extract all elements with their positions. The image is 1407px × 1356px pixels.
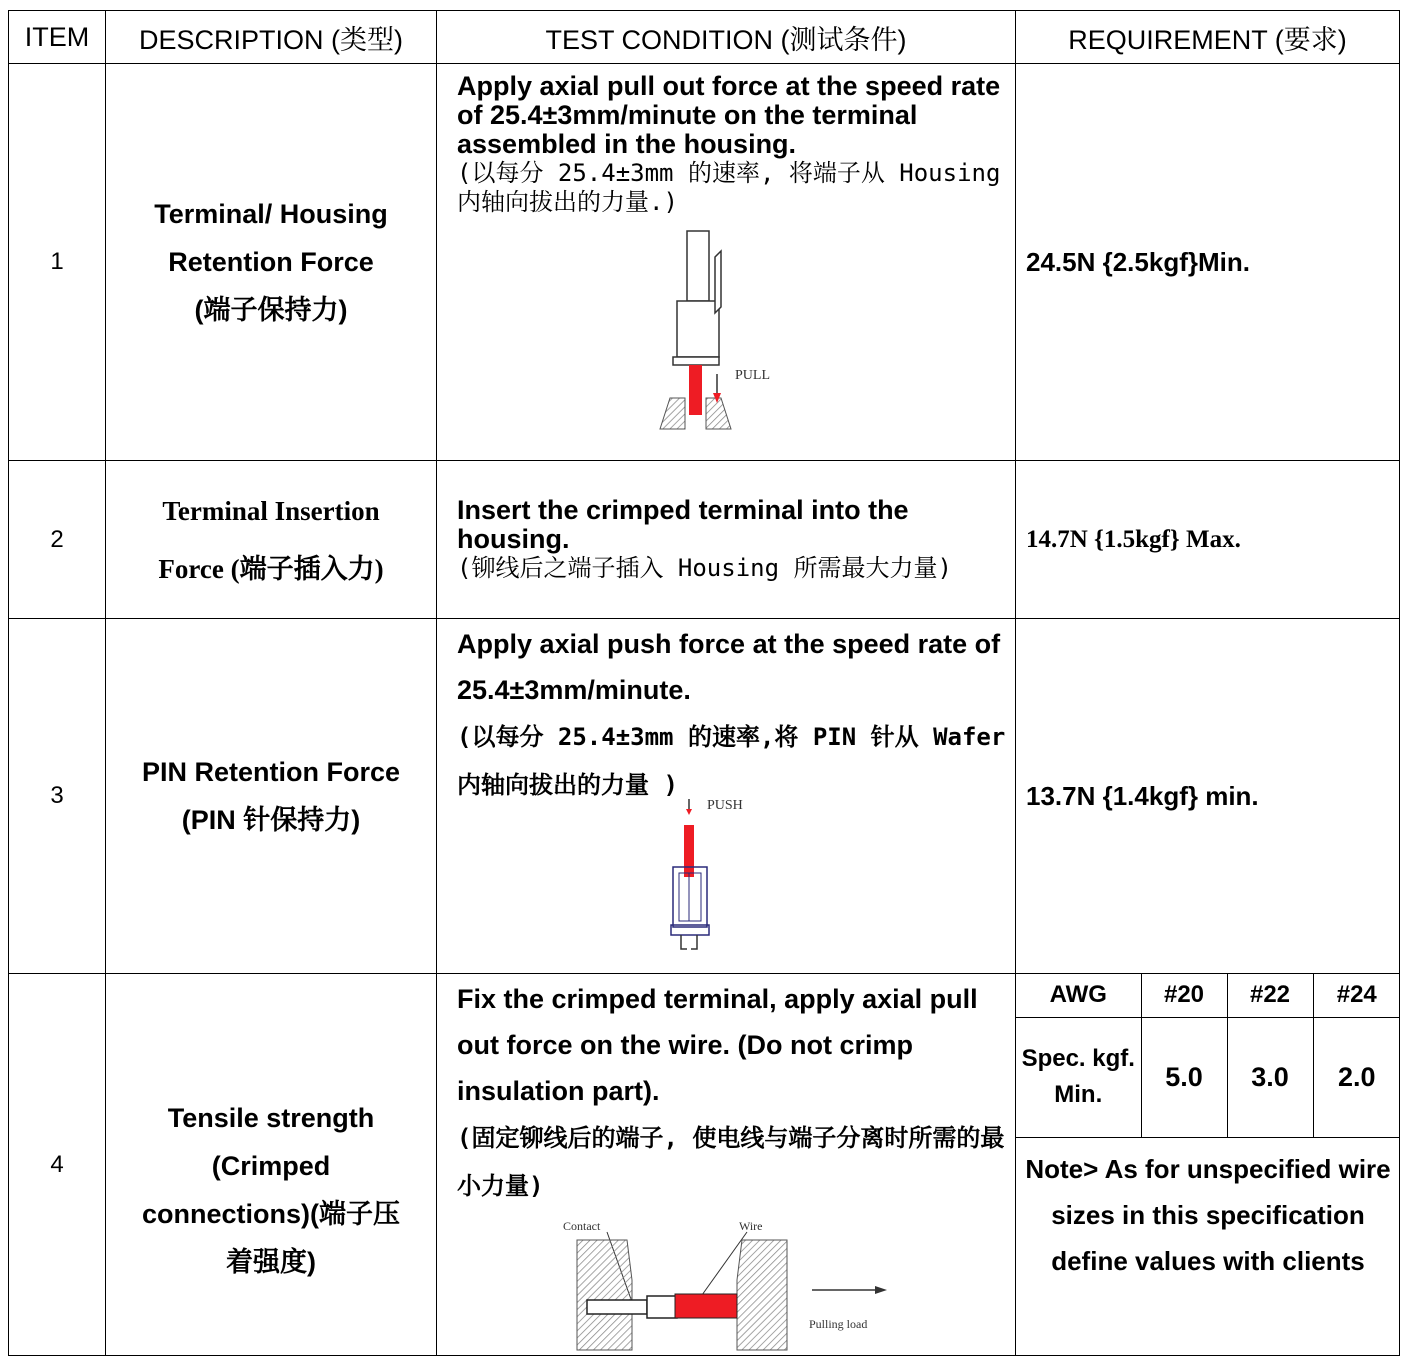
pulling-load-label: Pulling load <box>809 1317 868 1331</box>
test-condition-cn: (以每分 25.4±3mm 的速率,将 PIN 针从 Wafer 内轴向拔出的力量 ) <box>457 723 1006 799</box>
awg-spec-row <box>1016 1017 1400 1137</box>
awg-spec-value: 5.0 <box>1141 1017 1227 1137</box>
description-line: PIN Retention Force <box>141 757 401 787</box>
table-row <box>9 974 1400 1356</box>
awg-header-row <box>1016 974 1400 1017</box>
description-cell <box>106 619 437 974</box>
test-condition-en: Apply axial push force at the speed rate of 25.4±3mm/minute. <box>457 629 1001 705</box>
test-condition-cell <box>437 619 1016 974</box>
description-line: (端子保持力) <box>194 295 348 325</box>
terminal-shape <box>689 365 702 415</box>
description-line: Force (端子插入力) <box>158 553 384 584</box>
description-line: Retention Force <box>168 247 374 277</box>
push-label: PUSH <box>707 798 743 813</box>
item-number: 2 <box>9 461 106 619</box>
clamp-right-shape <box>737 1240 787 1350</box>
test-condition-cn: (以每分 25.4±3mm 的速率, 将端子从 Housing 内轴向拔出的力量.) <box>457 159 1001 216</box>
test-condition-cell <box>437 64 1016 461</box>
description-line: connections)(端子压 <box>141 1198 400 1229</box>
awg-spec-label: Spec. kgf. Min. <box>1016 1017 1141 1137</box>
description-line: Tensile strength <box>167 1102 375 1133</box>
awg-header-cell: #22 <box>1227 974 1313 1017</box>
description-cell <box>106 64 437 461</box>
pull-label: PULL <box>735 368 770 383</box>
test-condition-cell <box>437 461 1016 619</box>
fixture-left-shape <box>660 398 685 429</box>
header-row <box>9 11 1400 64</box>
item-number: 4 <box>9 974 106 1356</box>
header-test-condition: TEST CONDITION (测试条件) <box>437 11 1016 64</box>
header-item: ITEM <box>9 11 106 64</box>
awg-header-cell: #20 <box>1141 974 1227 1017</box>
terminal-barrel-shape <box>647 1296 677 1318</box>
pin-shape <box>684 825 694 877</box>
awg-note: Note> As for unspecified wire sizes in this specification define values with clients <box>1025 1153 1391 1276</box>
wire-shape <box>675 1294 737 1318</box>
wafer-inner-shape <box>679 873 701 921</box>
table-row <box>9 619 1400 974</box>
item-number: 3 <box>9 619 106 974</box>
spec-table <box>8 10 1400 1356</box>
item-number: 1 <box>9 64 106 461</box>
description-line: (Crimped <box>211 1150 331 1181</box>
test-condition-cn: (固定铆线后的端子, 使电线与端子分离时所需的最小力量) <box>457 1124 1005 1200</box>
header-requirement: REQUIREMENT (要求) <box>1016 11 1400 64</box>
awg-header-cell: AWG <box>1016 974 1141 1017</box>
awg-spec-value: 3.0 <box>1227 1017 1313 1137</box>
fixture-right-shape <box>706 398 731 429</box>
header-description: DESCRIPTION (类型) <box>106 11 437 64</box>
clamp-left-shape <box>577 1240 632 1350</box>
test-condition-cell <box>437 974 1016 1356</box>
requirement-cell <box>1016 974 1400 1356</box>
table-row <box>9 461 1400 619</box>
description-line: Terminal Insertion <box>162 495 380 526</box>
test-condition-en: Fix the crimped terminal, apply axial pull out force on the wire. (Do not crimp insulation part). <box>457 984 978 1106</box>
test-condition-cn: (铆线后之端子插入 Housing 所需最大力量) <box>457 554 952 582</box>
requirement-cell: 14.7N {1.5kgf} Max. <box>1016 461 1400 619</box>
terminal-crimp-shape <box>587 1300 647 1314</box>
awg-note-row <box>1016 1137 1400 1292</box>
housing-latch-shape <box>715 251 721 313</box>
contact-label: Contact <box>563 1219 601 1233</box>
description-cell <box>106 974 437 1356</box>
test-condition-en: Insert the crimped terminal into the housing. <box>457 495 909 554</box>
awg-table <box>1016 974 1400 1292</box>
requirement-cell: 13.7N {1.4kgf} min. <box>1016 619 1400 974</box>
description-line: 着强度) <box>226 1246 316 1277</box>
housing-flange-shape <box>673 357 719 365</box>
description-line: (PIN 针保持力) <box>181 805 361 835</box>
pin-legs-shape <box>681 935 697 949</box>
awg-spec-value: 2.0 <box>1313 1017 1400 1137</box>
description-cell <box>106 461 437 619</box>
housing-top-shape <box>687 231 709 301</box>
push-test-figure <box>457 797 997 957</box>
test-condition-en: Apply axial pull out force at the speed rate of 25.4±3mm/minute on the terminal assembled in the housing. <box>457 71 1001 159</box>
description-line: Terminal/ Housing <box>154 199 388 229</box>
awg-header-cell: #24 <box>1313 974 1400 1017</box>
table-row <box>9 64 1400 461</box>
tensile-test-figure <box>457 1210 1017 1355</box>
push-arrowhead-icon <box>686 809 692 815</box>
pull-test-figure <box>457 217 997 432</box>
wire-label: Wire <box>739 1219 763 1233</box>
housing-body-shape <box>677 301 719 357</box>
requirement-cell: 24.5N {2.5kgf}Min. <box>1016 64 1400 461</box>
load-arrowhead-icon <box>875 1286 887 1294</box>
